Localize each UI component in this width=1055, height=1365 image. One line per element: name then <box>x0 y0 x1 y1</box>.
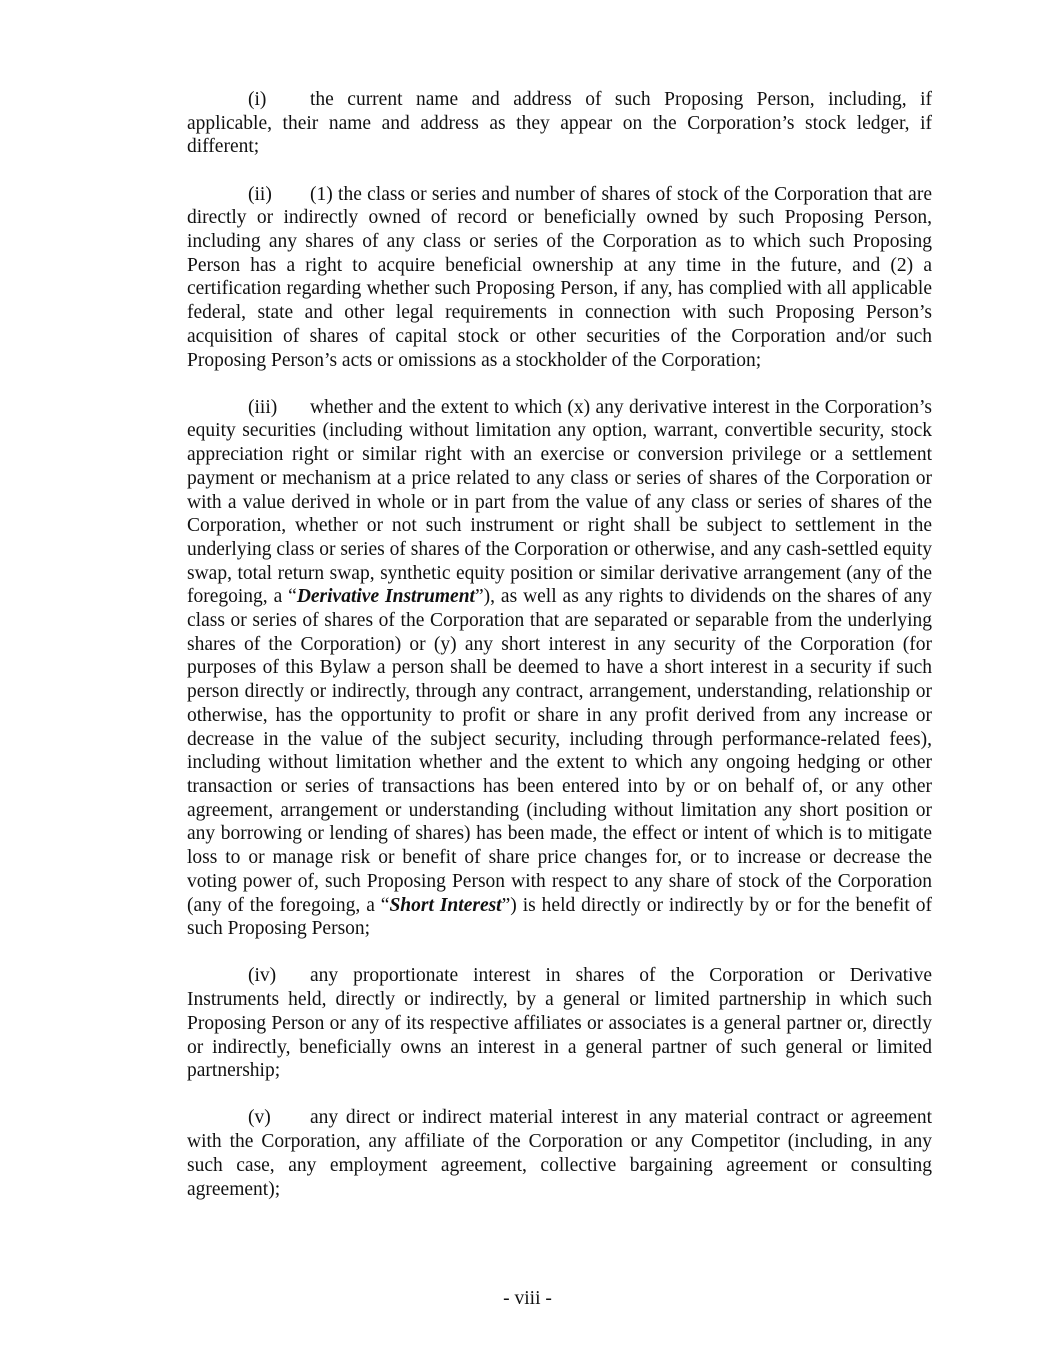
paragraph-number: (iii) <box>248 396 278 418</box>
paragraph-iv <box>187 964 932 1083</box>
paragraph-number: (ii) <box>248 183 272 205</box>
document-body <box>187 88 932 1225</box>
paragraph-text: ”) is held directly or indirectly by or for the benefit of such Proposing Person; <box>187 894 932 940</box>
paragraph-number: (i) <box>248 89 267 110</box>
page-number: - viii - <box>503 1288 552 1309</box>
paragraph-text: whether and the extent to which (x) any derivative interest in the Corporation’s equity securities (including without limitation any option, warrant, convertible security, stock appreciation right or similar right with an exercise or conversion privilege or a settlement payment or mechanism at a price related to any class or series of shares of the Corporation or with a value derived in whole or in part from the value of any class or series of shares of the Corporation, whether or not such instrument or right shall be subject to settlement in the underlying class or series of shares of the Corporation or otherwise, and any cash-settled equity swap, total return swap, synthetic equity position or similar derivative arrangement (any of the foregoing, a “ <box>187 396 932 608</box>
paragraph-text: the current name and address of such Proposing Person, including, if applicable, their name and address as they appear on the Corporation’s stock ledger, if different; <box>187 89 932 158</box>
paragraph-i <box>187 88 932 159</box>
paragraph-number: (iv) <box>248 965 277 987</box>
defined-term-short-interest: Short Interest <box>389 894 502 916</box>
paragraph-text: any proportionate interest in shares of the Corporation or Derivative Instruments held, directly or indirectly, by a general or limited partnership in which such Proposing Person or any of its respective affiliates or associates is a general partner or, directly or indirectly, beneficially owns an interest in a general partner of such general or limited partnership; <box>187 965 932 1082</box>
paragraph-ii <box>187 183 932 373</box>
paragraph-v <box>187 1106 932 1201</box>
defined-term-derivative-instrument: Derivative Instrument <box>296 586 475 608</box>
paragraph-iii <box>187 396 932 941</box>
paragraph-text: (1) the class or series and number of shares of stock of the Corporation that are directly or indirectly owned of record or beneficially owned by such Proposing Person, including any shares of any class or series of the Corporation as to which such Proposing Person has a right to acquire beneficial ownership at any time in the future, and (2) a certification regarding whether such Proposing Person, if any, has complied with all applicable federal, state and other legal requirements in connection with such Proposing Person’s acquisition of shares of capital stock or other securities of the Corporation and/or such Proposing Person’s acts or omissions as a stockholder of the Corporation; <box>187 183 932 371</box>
paragraph-text: any direct or indirect material interest in any material contract or agreement with the Corporation, any affiliate of the Corporation or any Competitor (including, in any such case, any employment agreement, collective bargaining agreement or consulting agreement); <box>187 1107 932 1200</box>
paragraph-text: ”), as well as any rights to dividends on the shares of any class or series of shares of the Corporation that are separated or separable from the underlying shares of the Corporation) or (y) any short interest in any security of the Corporation (for purposes of this Bylaw a person shall be deemed to have a short interest in a security if such person directly or indirectly, through any contract, arrangement, understanding, relationship or otherwise, has the opportunity to profit or share in any profit derived from any increase or decrease in the value of the subject security, including through performance-related fees), including without limitation whether and the extent to which any ongoing hedging or other transaction or series of transactions has been entered into by or on behalf of, or any other agreement, arrangement or understanding (including without limitation any short position or any borrowing or lending of shares) has been made, the effect or intent of which is to mitigate loss to or manage risk or benefit of share price changes for, or to increase or decrease the voting power of, such Proposing Person with respect to any share of stock of the Corporation (any of the foregoing, a “ <box>187 586 932 916</box>
paragraph-number: (v) <box>248 1107 271 1129</box>
